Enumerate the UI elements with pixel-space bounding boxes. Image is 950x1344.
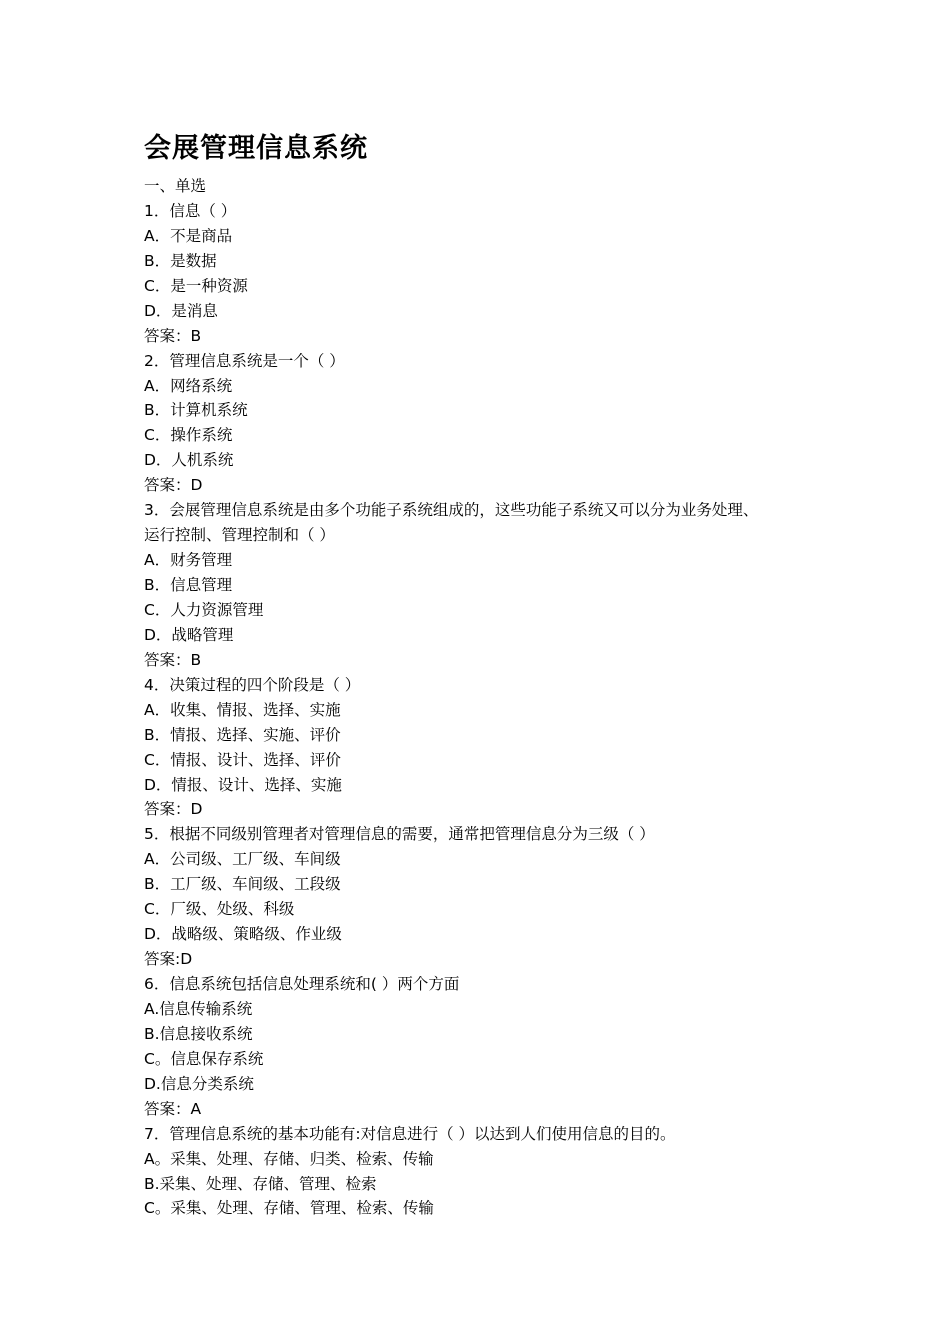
text-line: D．战略管理: [144, 625, 234, 644]
text-line: B．信息管理: [144, 576, 233, 594]
text-line: C．操作系统: [144, 426, 233, 445]
text-line: C。采集、处理、存储、管理、检索、传输: [144, 1199, 434, 1218]
text-line: A。采集、处理、存储、归类、检索、传输: [144, 1149, 434, 1168]
text-line: 4．决策过程的四个阶段是（ ）: [144, 675, 361, 694]
text-line: C．情报、设计、选择、评价: [144, 750, 341, 769]
text-line: 5．根据不同级别管理者对管理信息的需要，通常把管理信息分为三级（ ）: [144, 825, 655, 844]
text-line: 6．信息系统包括信息处理系统和( ）两个方面: [144, 975, 460, 993]
text-line: C．人力资源管理: [144, 600, 264, 619]
text-line: B．工厂级、车间级、工段级: [144, 875, 341, 894]
text-line: 一、单选: [144, 177, 207, 195]
text-line: A．不是商品: [144, 226, 233, 245]
text-line: D.信息分类系统: [144, 1074, 254, 1093]
text-line: A．收集、情报、选择、实施: [144, 700, 341, 719]
text-line: C。信息保存系统: [144, 1049, 264, 1068]
text-line: 运行控制、管理控制和（ ）: [144, 526, 335, 545]
text-line: D．人机系统: [144, 451, 234, 470]
text-line: 1．信息（ ）: [144, 201, 237, 220]
text-line: 2．管理信息系统是一个（ ）: [144, 351, 345, 370]
text-line: A.信息传输系统: [144, 999, 253, 1018]
text-line: A．网络系统: [144, 376, 233, 395]
text-line: 3．会展管理信息系统是由多个功能子系统组成的，这些功能子系统又可以分为业务处理、: [144, 501, 759, 520]
text-line: 答案：B: [144, 326, 202, 345]
text-line: 7．管理信息系统的基本功能有:对信息进行（ ）以达到人们使用信息的目的。: [144, 1124, 676, 1143]
text-line: 答案：B: [144, 650, 202, 669]
text-line: 答案：D: [144, 476, 203, 495]
text-line: C．厂级、处级、科级: [144, 900, 295, 919]
text-line: 答案：D: [144, 800, 203, 819]
document-title: 会展管理信息系统: [144, 133, 368, 164]
text-line: 答案:D: [144, 950, 193, 969]
text-line: D．是消息: [144, 301, 218, 320]
text-line: B．情报、选择、实施、评价: [144, 725, 341, 744]
document-body: [144, 174, 824, 1221]
text-line: B．是数据: [144, 251, 217, 270]
text-line: C．是一种资源: [144, 276, 248, 295]
text-line: A．公司级、工厂级、车间级: [144, 850, 341, 869]
text-line: B．计算机系统: [144, 401, 248, 420]
text-line: D．情报、设计、选择、实施: [144, 775, 342, 794]
text-line: D．战略级、策略级、作业级: [144, 925, 342, 944]
text-line: B.采集、处理、存储、管理、检索: [144, 1174, 377, 1193]
text-line: B.信息接收系统: [144, 1024, 253, 1043]
text-line: 答案：A: [144, 1099, 202, 1118]
text-line: A．财务管理: [144, 551, 233, 570]
